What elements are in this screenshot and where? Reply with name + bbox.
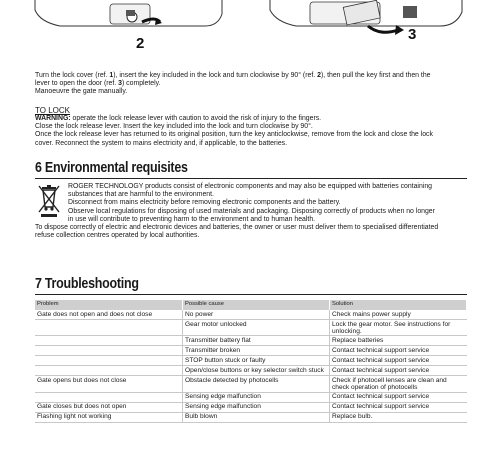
cell-problem — [35, 336, 183, 346]
cell-solution: Replace bulb. — [330, 412, 467, 422]
env-line-6: To dispose correctly of electric and electronic devices and batteries, the owner or user must deliver them to specialised differentiated — [35, 224, 439, 231]
table-header-row — [35, 300, 467, 310]
env-line-5: in use will contribute to preventing harm to the environment and to human health. — [68, 215, 316, 223]
cell-cause: Gear motor unlocked — [183, 320, 330, 336]
cell-cause: Bulb blown — [183, 412, 330, 422]
cell-solution: Check if photocell lenses are clean and check operation of photocells — [330, 376, 467, 392]
cell-solution: Contact technical support service — [330, 366, 467, 376]
cell-solution: Contact technical support service — [330, 346, 467, 356]
unlock-instructions — [35, 72, 467, 97]
cell-problem: Gate closes but does not open — [35, 402, 183, 412]
env-text-block — [68, 183, 467, 224]
cell-cause: Transmitter battery flat — [183, 336, 330, 346]
table-row — [35, 376, 467, 392]
lock-line-3: Once the lock release lever has returned to its original position, turn the key anticlockwise, remove from the lock and close the lock — [35, 131, 433, 139]
cell-solution: Contact technical support service — [330, 392, 467, 402]
table-row — [35, 310, 467, 320]
cell-solution: Contact technical support service — [330, 402, 467, 412]
env-line-3: Disconnect from mains electricity before removing electronic components and the battery. — [68, 199, 341, 207]
table-row — [35, 336, 467, 346]
env-line-1: ROGER TECHNOLOGY products consist of electronic components and may also be equipped with batteries containing — [68, 183, 432, 190]
cell-cause: Obstacle detected by photocells — [183, 376, 330, 392]
table-row — [35, 402, 467, 412]
table-row — [35, 392, 467, 402]
env-line-2: substances that are harmful to the environment. — [68, 191, 214, 199]
callout-2: 2 — [136, 35, 145, 50]
cell-cause: Sensing edge malfunction — [183, 402, 330, 412]
callout-3: 3 — [408, 26, 417, 43]
lock-line-2: Close the lock release lever. Insert the key included into the lock and turn clockwise by 90°. — [35, 123, 313, 131]
cell-solution: Check mains power supply — [330, 310, 467, 320]
header-cause: Possible cause — [183, 300, 330, 310]
header-solution: Solution — [330, 300, 467, 310]
cell-problem: Flashing light not working — [35, 412, 183, 422]
table-row — [35, 320, 467, 336]
table-row — [35, 366, 467, 376]
lock-heading: TO LOCK — [35, 106, 70, 115]
lock-instructions — [35, 106, 467, 148]
cell-problem: Gate opens but does not close — [35, 376, 183, 392]
cell-problem — [35, 392, 183, 402]
section-6-divider — [35, 178, 467, 179]
section-6-title: 6 Environmental requisites — [35, 160, 188, 176]
cell-cause: Sensing edge malfunction — [183, 392, 330, 402]
cell-solution: Contact technical support service — [330, 356, 467, 366]
unlock-illustration — [0, 0, 500, 50]
troubleshooting-table — [35, 300, 467, 423]
table-row — [35, 412, 467, 422]
table-row — [35, 346, 467, 356]
cell-cause: STOP button stuck or faulty — [183, 356, 330, 366]
cell-solution: Replace batteries — [330, 336, 467, 346]
cell-problem — [35, 366, 183, 376]
unlock-line-1: Turn the lock cover (ref. 1), insert the key included in the lock and turn clockwise by 90° (ref. 2), then pull the key first and then the — [35, 72, 431, 79]
section-7-title: 7 Troubleshooting — [35, 276, 139, 292]
cell-problem — [35, 356, 183, 366]
lock-warning: WARNING: operate the lock release lever with caution to avoid the risk of injury to the fingers. — [35, 115, 322, 122]
header-problem: Problem — [35, 300, 183, 310]
cell-problem — [35, 346, 183, 356]
crossed-out-bin-icon — [37, 183, 61, 219]
unlock-line-3: Manoeuvre the gate manually. — [35, 88, 128, 96]
cell-solution: Lock the gear motor. See instructions for unlocking. — [330, 320, 467, 336]
env-line-7: refuse collection centres operated by local authorities. — [35, 232, 200, 240]
cell-problem: Gate does not open and does not close — [35, 310, 183, 320]
cell-cause: No power — [183, 310, 330, 320]
env-line-4: Observe local regulations for disposing of used materials and packaging. Disposing correctly of products when no longer — [68, 207, 435, 215]
section-7-divider — [35, 294, 467, 295]
cell-problem — [35, 320, 183, 336]
table-row — [35, 356, 467, 366]
cell-cause: Open/close buttons or key selector switch stuck — [183, 366, 330, 376]
lock-line-4: cover. Reconnect the system to mains electricity and, if applicable, to the batteries. — [35, 139, 288, 147]
unlock-line-2: lever to open the door (ref. 3) completely. — [35, 80, 161, 88]
cell-cause: Transmitter broken — [183, 346, 330, 356]
env-disposal-text — [35, 224, 467, 240]
